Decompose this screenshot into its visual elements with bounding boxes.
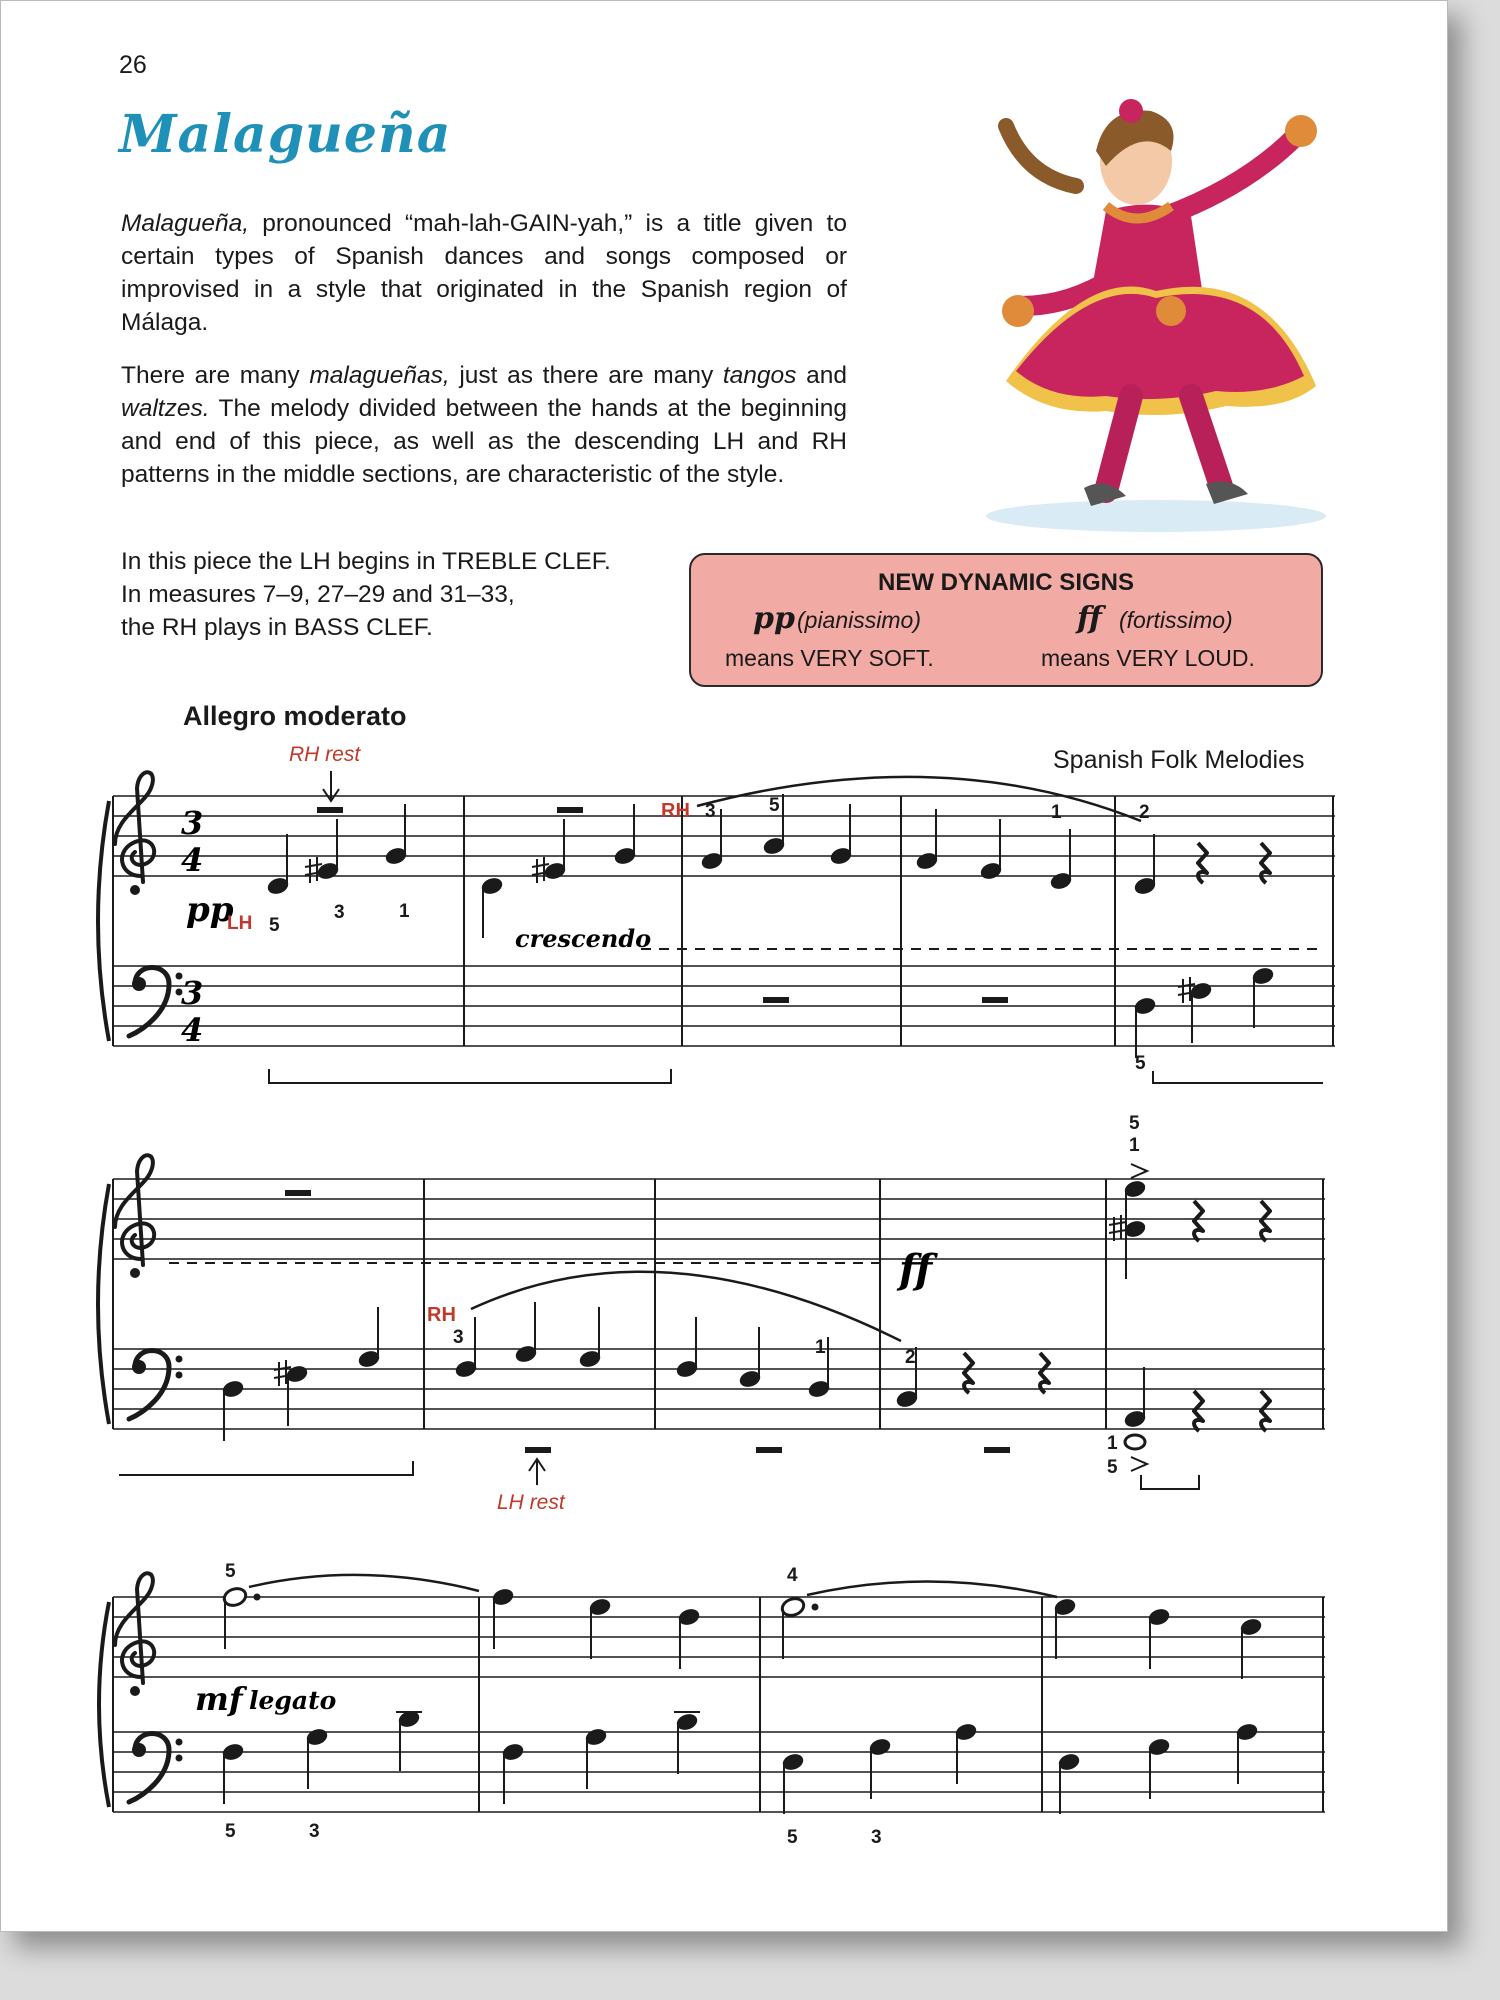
dynamic-mf: mf <box>195 1680 243 1718</box>
composer-credit: Spanish Folk Melodies <box>1053 746 1305 774</box>
p2-part-c: and <box>796 362 847 389</box>
time-sig-top: 3 <box>181 804 204 842</box>
p2-part-a: There are many <box>121 362 310 389</box>
clef-note-line: In measures 7–9, 27–29 and 31–33, <box>121 581 515 608</box>
sharps <box>274 1215 1126 1386</box>
term-tangos: tangos <box>722 362 797 389</box>
pp-symbol: pp <box>753 601 795 636</box>
grand-staff-brace <box>99 1602 109 1807</box>
fingering: 5 <box>225 1821 236 1842</box>
time-sig-bottom: 4 <box>181 1011 204 1049</box>
lh-rest-label: LH rest <box>497 1491 565 1514</box>
fingering: 2 <box>1139 802 1150 823</box>
page-title: Malagueña <box>119 104 452 165</box>
pedal-brackets <box>269 1069 1323 1083</box>
fingerings <box>453 1113 1140 1478</box>
fingering: 3 <box>334 902 345 923</box>
intro-paragraph-1-text: pronounced “mah-lah-GAIN-yah,” is a title given to certain types of Spanish dances and songs composed or improvised in a style that originated in the Spanish region of Málaga. <box>121 210 847 336</box>
dynamic-signs-title: NEW DYNAMIC SIGNS <box>877 569 1134 596</box>
fingering: 3 <box>453 1327 464 1348</box>
term-malaguenas: malagueñas, <box>309 362 450 389</box>
ff-meaning: means VERY LOUD. <box>1041 645 1255 671</box>
ff-name: (fortissimo) <box>1119 607 1233 633</box>
pp-name: (pianissimo) <box>797 607 921 633</box>
fingering: 3 <box>871 1827 882 1848</box>
legato-marking: legato <box>249 1686 337 1715</box>
grand-staff-brace <box>98 801 109 1041</box>
fingerings <box>269 795 1150 1074</box>
notes <box>221 1586 1263 1814</box>
rh-rest-label: RH rest <box>289 743 361 766</box>
pp-meaning: means VERY SOFT. <box>725 645 934 671</box>
clef-note-line: In this piece the LH begins in TREBLE CLEF. <box>121 548 611 575</box>
notes <box>266 794 1275 1058</box>
crescendo-label: crescendo <box>515 924 652 953</box>
term-malaguena: Malagueña, <box>121 210 250 237</box>
system-2 <box>98 1113 1325 1514</box>
p2-part-d: The melody divided between the hands at the beginning and end of this piece, as well as the descending LH and RH patterns in the middle sections, are characteristic of the style. <box>121 395 847 488</box>
time-sig-top: 3 <box>181 974 204 1012</box>
rh-label: RH <box>661 800 690 822</box>
accent-mark <box>1131 1164 1147 1178</box>
lh-label: LH <box>227 913 253 934</box>
ff-symbol: ff <box>1077 601 1102 636</box>
fingering: 5 <box>769 795 780 816</box>
musical-score <box>1 1 1447 1931</box>
dynamic-pp: pp <box>186 890 234 930</box>
dynamic-ff: ff <box>899 1246 933 1293</box>
fingering: 1 <box>399 901 410 922</box>
phrase-slur <box>697 777 1141 821</box>
ties <box>249 1575 1057 1597</box>
fingering: 5 <box>1129 1113 1140 1134</box>
pedal-brackets <box>119 1461 1199 1489</box>
fingering: 5 <box>787 1827 798 1848</box>
fingering: 1 <box>1129 1135 1140 1156</box>
system-1 <box>98 743 1335 1083</box>
barlines <box>113 1179 1323 1429</box>
fingering: 1 <box>1107 1433 1118 1454</box>
fingering: 3 <box>309 1821 320 1842</box>
fingering: 5 <box>225 1561 236 1582</box>
fingering: 5 <box>1107 1457 1118 1478</box>
fingering: 3 <box>705 801 716 822</box>
p2-part-b: just as there are many <box>449 362 723 389</box>
tempo-marking: Allegro moderato <box>183 701 407 731</box>
fingering: 4 <box>787 1565 798 1586</box>
term-waltzes: waltzes. <box>121 395 210 422</box>
fingering: 1 <box>815 1337 826 1358</box>
system-3 <box>99 1561 1325 1848</box>
page-number: 26 <box>119 51 147 79</box>
fingering: 2 <box>905 1347 916 1368</box>
grand-staff-brace <box>98 1184 109 1424</box>
fingering: 5 <box>1135 1053 1146 1074</box>
clef-note-line: the RH plays in BASS CLEF. <box>121 614 433 641</box>
rh-label: RH <box>427 1304 456 1326</box>
accent-mark <box>1131 1457 1147 1471</box>
fingering: 1 <box>1051 802 1062 823</box>
time-sig-bottom: 4 <box>181 841 204 879</box>
fingering: 5 <box>269 915 280 936</box>
